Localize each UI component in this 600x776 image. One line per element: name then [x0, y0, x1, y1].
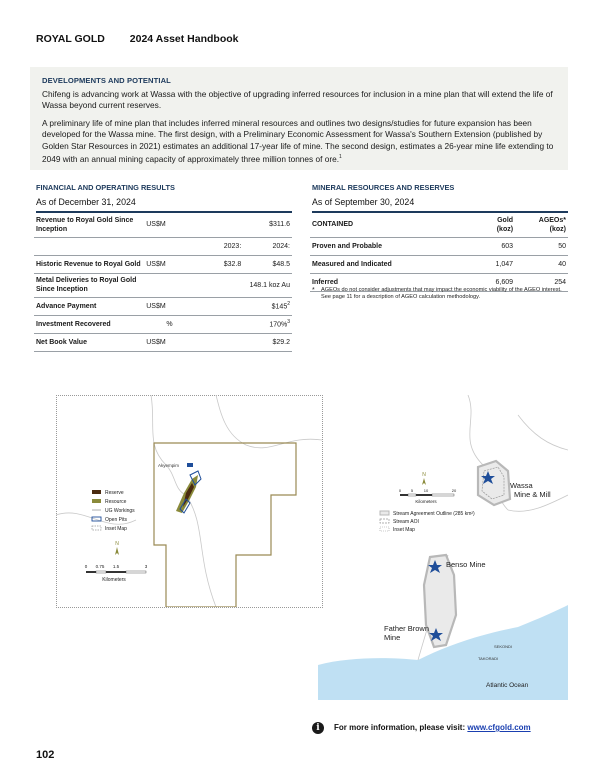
- ageo-header: [515, 213, 568, 237]
- inset-legend: [92, 490, 135, 532]
- row-value: $311.6: [243, 213, 292, 237]
- legend-label: Resource: [105, 499, 127, 505]
- north-arrow-shape: [115, 547, 119, 555]
- row-value-2024: $48.5: [243, 255, 292, 273]
- row-gold: 6,609: [459, 273, 515, 291]
- legend-swatch-resource: [92, 499, 101, 503]
- ageo-header-unit: (koz): [549, 225, 566, 233]
- row-label: Investment Recovered: [34, 315, 144, 333]
- row-unit: US$M: [144, 255, 195, 273]
- gold-header-label: Gold: [497, 216, 514, 224]
- inset-map: [56, 395, 322, 607]
- scale-tick: 10: [423, 488, 429, 493]
- legend-label: Open Pits: [105, 517, 127, 523]
- developments-heading: DEVELOPMENTS AND POTENTIAL: [42, 76, 171, 85]
- legend-swatch-reserve: [92, 490, 101, 494]
- map-label: TAKORADI: [478, 656, 499, 661]
- river-line: [518, 415, 568, 450]
- regional-map: [318, 395, 568, 700]
- table-row: [310, 237, 568, 255]
- row-label: Historic Revenue to Royal Gold: [34, 255, 144, 273]
- table-row: [34, 333, 292, 351]
- scale-tick: 0: [84, 564, 88, 569]
- row-value-2023: [195, 213, 244, 237]
- row-value-text: $145: [271, 303, 288, 311]
- inset-scale-bar: [85, 564, 148, 583]
- scale-tick: 3: [144, 564, 148, 569]
- info-label: For more information, please visit:: [334, 723, 466, 733]
- row-value-2023: [195, 273, 244, 297]
- financial-heading: FINANCIAL AND OPERATING RESULTS: [36, 183, 175, 192]
- legend-swatch-inset: [92, 526, 101, 530]
- page-header: [36, 33, 239, 45]
- footnote-text: AGEOs do not consider adjustments that may impact the economic viability of the AGEO interest. See page 11 for a description of AGEO calculation methodology.: [321, 287, 562, 301]
- legend-label: Stream AOI: [393, 519, 419, 525]
- row-value-2023: [195, 297, 244, 315]
- legend-label: Inset Map: [105, 526, 127, 532]
- legend-swatch-aoi: [380, 519, 389, 523]
- developments-box: [30, 67, 568, 170]
- footnote-ref-1: 1: [339, 153, 342, 160]
- financial-as-of: As of December 31, 2024: [36, 197, 136, 207]
- table-header-row: [310, 213, 568, 237]
- table-row: [34, 213, 292, 237]
- footnote-ref-2: 2: [287, 301, 290, 308]
- financial-table: [34, 213, 292, 352]
- scale-tick: 5: [410, 488, 414, 493]
- row-value-2023: [195, 333, 244, 351]
- map-label: Mine: [384, 633, 401, 642]
- table-row: [34, 237, 292, 255]
- website-link[interactable]: www.cfgold.com: [467, 723, 531, 733]
- ageo-footnote: [312, 287, 568, 302]
- document-title: 2024 Asset Handbook: [129, 33, 239, 45]
- gold-header-unit: (koz): [496, 225, 514, 233]
- legend-swatch-inset: [380, 527, 389, 531]
- row-unit: [144, 273, 195, 297]
- row-ageo: 40: [515, 255, 568, 273]
- river-line: [186, 495, 216, 607]
- legend-label: Inset Map: [393, 527, 415, 533]
- map-label: SEKONDI: [494, 644, 513, 649]
- table-row: [34, 315, 292, 333]
- footnote-asterisk: *: [312, 287, 315, 294]
- more-info: [312, 722, 531, 734]
- year-2023-header: 2023:: [195, 237, 244, 255]
- table-row: [310, 255, 568, 273]
- ageo-header-label: AGEOs*: [538, 216, 566, 224]
- row-label: [34, 237, 144, 255]
- scale-unit: Kilometers: [415, 499, 437, 504]
- map-label: Benso Mine: [446, 560, 486, 569]
- scale-tick: 1.5: [112, 564, 120, 569]
- developments-paragraph-2: [42, 118, 562, 165]
- info-icon: i: [312, 722, 324, 734]
- row-value: 148.1 koz Au: [243, 273, 292, 297]
- row-value-2023: $32.8: [195, 255, 244, 273]
- north-arrow-icon: N: [115, 541, 119, 547]
- row-label: Metal Deliveries to Royal Gold Since Inception: [34, 273, 144, 297]
- row-ageo: 50: [515, 237, 568, 255]
- row-value-text: 170%: [269, 321, 288, 329]
- mineral-table: [310, 213, 568, 292]
- row-value: $29.2: [243, 333, 292, 351]
- footnote-ref-3: 3: [287, 319, 290, 326]
- row-unit: US$M: [144, 333, 195, 351]
- row-gold: 603: [459, 237, 515, 255]
- developments-paragraph-1: Chifeng is advancing work at Wassa with the objective of upgrading inferred resources for inclusion in a mine plan that will extend the life of Wassa beyond current reserves.: [42, 89, 553, 111]
- map-label: Mine & Mill: [514, 490, 551, 499]
- row-gold: 1,047: [459, 255, 515, 273]
- legend-label: Stream Agreement Outline (285 km²): [393, 511, 475, 517]
- row-label: Proven and Probable: [310, 237, 459, 255]
- row-label: Inferred: [310, 273, 459, 291]
- scale-unit: Kilometers: [102, 577, 126, 583]
- mineral-as-of: As of September 30, 2024: [312, 197, 415, 207]
- mineral-heading: MINERAL RESOURCES AND RESERVES: [312, 183, 455, 192]
- row-unit: US$M: [144, 213, 195, 237]
- map-label: Father Brown: [384, 624, 430, 633]
- table-row: [34, 255, 292, 273]
- row-label: Advance Payment: [34, 297, 144, 315]
- row-unit: %: [144, 315, 195, 333]
- row-label: Revenue to Royal Gold Since Inception: [34, 213, 144, 237]
- scale-tick: 0.75: [95, 564, 105, 569]
- scale-tick: 0: [398, 488, 402, 493]
- legend-swatch-outline: [380, 511, 389, 515]
- row-ageo: 254: [515, 273, 568, 291]
- year-2024-header: 2024:: [243, 237, 292, 255]
- page-number: 102: [36, 749, 55, 761]
- plant-marker: [187, 463, 193, 467]
- row-unit: [144, 237, 195, 255]
- row-label: Measured and Indicated: [310, 255, 459, 273]
- regional-scale-bar: [399, 488, 457, 504]
- regional-legend: [380, 511, 475, 533]
- row-unit: US$M: [144, 297, 195, 315]
- row-label: Net Book Value: [34, 333, 144, 351]
- legend-label: UG Workings: [105, 508, 135, 514]
- legend-label: Reserve: [105, 490, 124, 496]
- row-value-2023: [195, 315, 244, 333]
- river-line: [216, 395, 322, 448]
- scale-tick: 20: [451, 488, 457, 493]
- map-label: Wassa: [510, 481, 533, 490]
- place-label: Akyempim: [158, 463, 180, 468]
- brand-name: ROYAL GOLD: [36, 33, 105, 45]
- developments-paragraph-2-text: A preliminary life of mine plan that includes inferred mineral resources and outlines two designs/studies for future expansion has been developed for the Wassa mine. The first design, with a Preliminary Economic Assessment for Wassa's Southern Extension (published by Golden Star Resources in 2021) estimates an additional 17-year life of mine. The second design, estimates a 26-year mine life extending to 2049 with an annual mining capacity of approximately three million tonnes of ore.: [42, 118, 554, 164]
- table-row: [34, 297, 292, 315]
- river-line: [151, 395, 186, 495]
- contained-header: CONTAINED: [310, 213, 459, 237]
- map-label: Atlantic Ocean: [486, 682, 529, 689]
- gold-header: [459, 213, 515, 237]
- north-arrow-icon: N: [422, 472, 426, 478]
- north-arrow-shape: [422, 478, 426, 485]
- row-value: [243, 297, 292, 315]
- row-value: [243, 315, 292, 333]
- table-row: [34, 273, 292, 297]
